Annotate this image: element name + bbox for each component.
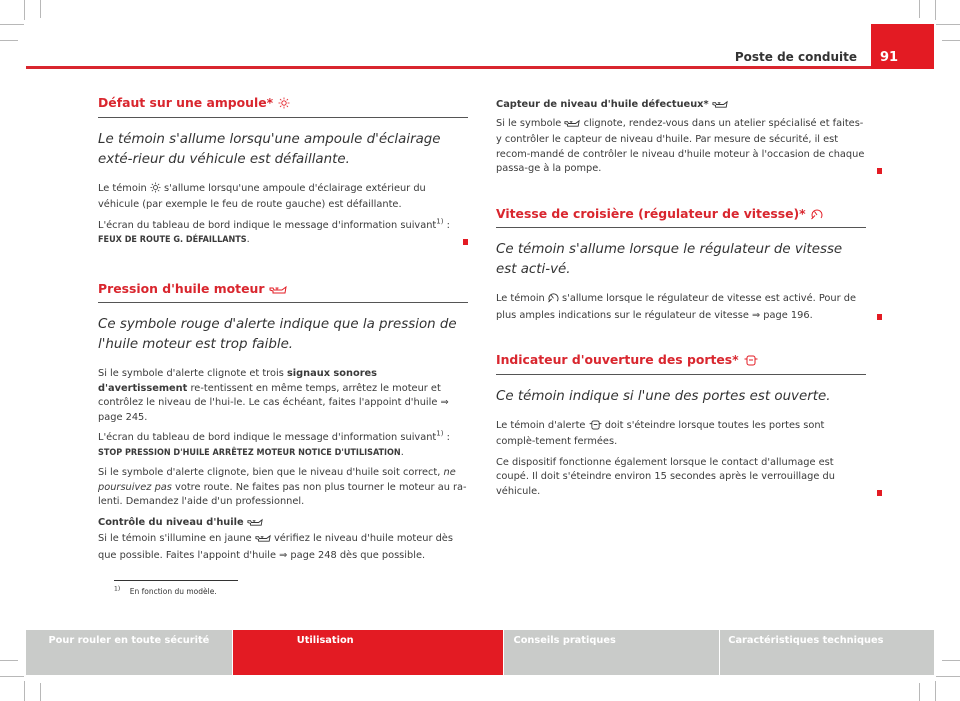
subheading-oil-sensor: Capteur de niveau d'huile défectueux* <box>496 98 866 115</box>
page-number: 91 <box>871 24 934 69</box>
paragraph: Le témoin d'alerte doit s'éteindre lorsque toutes les portes sont complè-tement fermées. <box>496 419 825 447</box>
oil-can-icon <box>564 119 580 134</box>
tab-safety[interactable]: Pour rouler en toute sécurité <box>26 630 233 675</box>
paragraph: L'écran du tableau de bord indique le message d'information suivant$^{1)}$ : FEUX DE ROUTE G. DÉFAILLANTS. <box>98 219 468 248</box>
paragraph: Ce dispositif fonctionne également lorsque le contact d'allumage est coupé. Il doit s'éteindre environ 15 secondes après le verrouillage du véhicule. <box>496 456 866 500</box>
crop-mark <box>0 660 18 661</box>
crop-mark <box>24 681 25 701</box>
crop-mark <box>0 676 24 677</box>
cruise-control-icon <box>548 292 559 309</box>
display-message: FEUX DE ROUTE G. DÉFAILLANTS <box>98 235 247 245</box>
tab-technical-data[interactable]: Caractéristiques techniques <box>720 630 934 675</box>
chapter-tabs <box>26 630 934 675</box>
oil-can-icon <box>255 534 271 549</box>
section-intro: Ce symbole rouge d'alerte indique que la pression de l'huile moteur est trop faible. <box>98 317 457 352</box>
paragraph: Si le témoin s'illumine en jaune vérifiez le niveau d'huile moteur dès que possible. Faites l'appoint d'huile ⇒ page 248 dès que possible. <box>98 533 453 561</box>
display-message: STOP PRESSION D'HUILE ARRÊTEZ MOTEUR NOTICE D'UTILISATION <box>98 447 401 458</box>
door-open-icon <box>589 420 602 436</box>
crop-mark <box>24 0 25 20</box>
header-rule <box>26 66 934 69</box>
tab-operation[interactable]: Utilisation <box>233 630 504 675</box>
section-heading-door-indicator: Indicateur d'ouverture des portes* <box>496 353 866 375</box>
paragraph: L'écran du tableau de bord indique le message d'information suivant$^{1)}$ : STOP PRESSION D'HUILE ARRÊTEZ MOTEUR NOTICE D'UTILISATION. <box>98 429 450 458</box>
crop-mark <box>935 681 936 701</box>
footnote: $^{1)}$ En fonction du modèle. <box>114 585 217 596</box>
section-end-mark <box>877 168 882 174</box>
cruise-control-icon <box>811 208 823 224</box>
section-intro: Le témoin s'allume lorsqu'une ampoule d'éclairage exté-rieur du véhicule est défaillante. <box>98 131 441 167</box>
right-column <box>496 98 866 505</box>
crop-mark <box>935 0 936 20</box>
footnote-ref: 1) <box>436 217 444 226</box>
section-end-mark <box>877 490 882 496</box>
oil-can-icon <box>712 100 728 115</box>
crop-mark <box>0 24 24 25</box>
bulb-warning-icon <box>278 97 290 113</box>
footnote-mark: 1) <box>114 585 121 593</box>
crop-mark <box>40 683 41 701</box>
left-column <box>98 96 468 569</box>
crop-mark <box>919 683 920 701</box>
paragraph: Si le symbole clignote, rendez-vous dans un atelier spécialisé et faites-y contrôler le capteur de niveau d'huile. Par mesure de sécurité, il est recom-mandé de contrôler le niveau d'huile moteur à l'occasion de chaque passa-ge à la pompe. <box>496 117 866 177</box>
paragraph: Le témoin s'allume lorsque le régulateur de vitesse est activé. Pour de plus amples indications sur le régulateur de vitesse ⇒ page 196. <box>496 292 866 323</box>
section-end-mark <box>877 314 882 320</box>
paragraph: Si le symbole d'alerte clignote, bien que le niveau d'huile soit correct, ne poursuivez pas votre route. Ne faites pas non plus tourner le moteur au ra-lenti. Demandez l'aide d'un professionnel. <box>98 467 467 507</box>
bulb-warning-icon <box>150 182 161 199</box>
section-heading-oil-pressure: Pression d'huile moteur <box>98 282 468 304</box>
crop-mark <box>919 0 920 18</box>
footnote-ref: 1) <box>436 429 444 438</box>
crop-mark <box>40 0 41 18</box>
running-header-title: Poste de conduite <box>734 50 857 64</box>
crop-mark <box>936 676 960 677</box>
door-open-icon <box>744 355 758 370</box>
subheading-oil-level: Contrôle du niveau d'huile <box>98 516 468 533</box>
section-heading-cruise-control: Vitesse de croisière (régulateur de vitesse)* <box>496 207 866 229</box>
tab-practical-tips[interactable]: Conseils pratiques <box>504 630 721 675</box>
crop-mark <box>936 24 960 25</box>
oil-can-icon <box>247 518 263 533</box>
crop-mark <box>942 40 960 41</box>
crop-mark <box>942 660 960 661</box>
section-end-mark <box>463 239 468 245</box>
oil-can-icon <box>269 284 287 299</box>
footnote-rule <box>114 580 238 581</box>
section-intro: Ce témoin s'allume lorsque le régulateur de vitesse est acti-vé. <box>496 242 843 277</box>
paragraph: Si le symbole d'alerte clignote et trois signaux sonores d'avertissement re-tentissent en même temps, arrêtez le moteur et contrôlez le niveau de l'hui-le. Le cas échéant, faites l'appoint d'huile ⇒ page 245. <box>98 368 449 423</box>
crop-mark <box>0 40 18 41</box>
section-heading-bulb-failure: Défaut sur une ampoule* <box>98 96 468 118</box>
section-intro: Ce témoin indique si l'une des portes est ouverte. <box>496 388 831 404</box>
paragraph: Le témoin s'allume lorsqu'une ampoule d'éclairage extérieur du véhicule (par exemple le feu de route gauche) est défaillante. <box>98 182 426 210</box>
